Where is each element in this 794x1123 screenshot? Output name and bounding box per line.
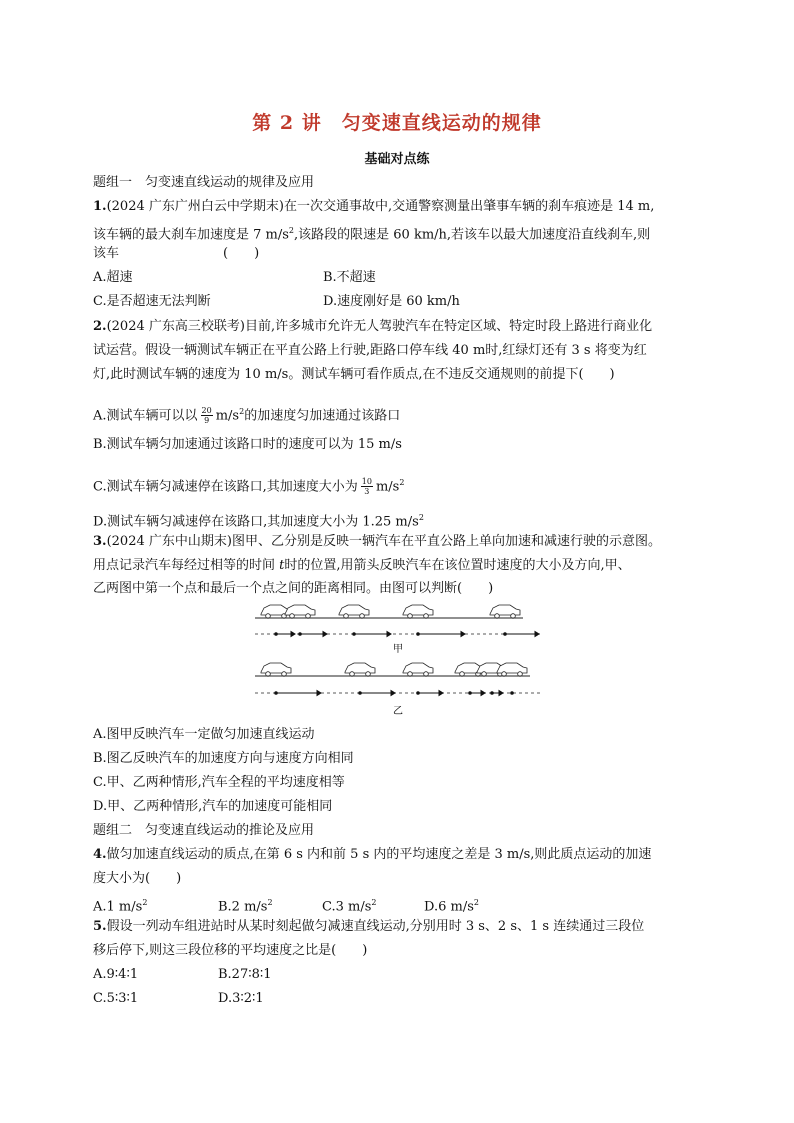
question-3-option-a: A.图甲反映汽车一定做匀加速直线运动 (93, 727, 315, 742)
question-5-options-row-1 (93, 966, 713, 984)
question-5-options-row-2 (93, 990, 713, 1008)
unit: m/s (375, 479, 400, 495)
option-d: D.3∶2∶1 (218, 991, 264, 1006)
fraction-denominator: 3 (364, 487, 370, 497)
question-3-option-d: D.甲、乙两种情形,汽车的加速度可能相同 (93, 799, 333, 814)
option-b: B.27∶8∶1 (218, 967, 272, 982)
option-text: C.3 m/s (322, 899, 372, 915)
question-3-line-2 (93, 557, 713, 575)
question-3-line-1 (93, 533, 713, 551)
option-text: A.测试车辆可以以 (93, 408, 198, 424)
option-b (218, 894, 273, 916)
question-4-line-2: 度大小为( ) (93, 871, 182, 886)
question-text: (2024 广东广州白云中学期末)在一次交通事故中,交通警察测量出肇事车辆的刹车痕迹是 14 m, (106, 199, 655, 214)
question-text: 该车辆的最大刹车加速度是 7 m/s (93, 227, 289, 243)
option-c: C.5∶3∶1 (93, 991, 139, 1006)
question-2-option-b: B.测试车辆匀加速通过该路口时的速度可以为 15 m/s (93, 437, 402, 452)
figure-label-jia: 甲 (393, 644, 403, 655)
superscript: 2 (371, 898, 377, 907)
figure-yi (255, 663, 540, 717)
question-text: 用点记录汽车每经过相等的时间 (93, 558, 280, 573)
superscript: 2 (239, 407, 245, 416)
superscript: 2 (267, 898, 273, 907)
option-a: A.9∶4∶1 (93, 967, 139, 982)
question-2-line-1 (93, 318, 713, 336)
option-text: B.2 m/s (218, 899, 268, 915)
variable-t: t (279, 558, 285, 573)
option-text: D.测试车辆匀减速停在该路口,其加速度大小为 1.25 m/s (93, 514, 419, 530)
question-number: 4. (93, 847, 107, 862)
option-d (424, 894, 479, 916)
question-number: 1. (93, 199, 107, 214)
car-icon (261, 663, 291, 676)
question-1-line-1 (93, 198, 713, 216)
question-text: 时的位置,用箭头反映汽车在该位置时速度的大小及方向,甲、 (284, 558, 631, 573)
question-2-line-3: 灯,此时测试车辆的速度为 10 m/s。测试车辆可看作质点,在不违反交通规则的前提下( ) (93, 367, 615, 382)
superscript: 2 (142, 898, 148, 907)
car-icon (403, 663, 433, 676)
question-2-line-2: 试运营。假设一辆测试车辆正在平直公路上行驶,距路口停车线 40 m时,红绿灯还有 3 s 将变为红 (93, 343, 647, 358)
fraction-numerator: 20 (201, 406, 212, 416)
question-1-line-3: 该车 ( ) (93, 246, 260, 261)
question-text: (2024 广东高三校联考)目前,许多城市允许无人驾驶汽车在特定区域、特定时段上路进行商业化 (106, 319, 653, 334)
question-2-option-d (93, 509, 713, 531)
superscript: 2 (288, 226, 295, 235)
question-1-options-row-2 (93, 293, 713, 311)
option-text: 的加速度匀加速通过该路口 (244, 408, 401, 424)
question-2-option-c (93, 474, 713, 496)
unit: m/s (215, 408, 240, 424)
option-b: B.不超速 (323, 270, 376, 285)
option-c (322, 894, 377, 916)
car-icon (339, 605, 369, 618)
fraction (201, 406, 213, 425)
option-text: A.1 m/s (93, 899, 143, 915)
question-5-line-2: 移后停下,则这三段位移的平均速度之比是( ) (93, 943, 368, 958)
fraction-denominator: 9 (204, 416, 210, 426)
section-subtitle: 基础对点练 (364, 152, 430, 167)
question-5-line-1 (93, 918, 713, 936)
question-text: 假设一列动车组进站时从某时刻起做匀减速直线运动,分别用时 3 s、2 s、1 s 连续通过三段位 (106, 919, 645, 934)
car-motion-figure (255, 598, 545, 720)
fraction (361, 477, 373, 496)
question-4-line-1 (93, 846, 713, 864)
car-icon (403, 605, 433, 618)
question-text: (2024 广东中山期末)图甲、乙分别是反映一辆汽车在平直公路上单向加速和减速行驶的示意图。 (106, 534, 661, 549)
question-text: ,该路段的限速是 60 km/h,若该车以最大加速度沿直线刹车,则 (294, 227, 651, 243)
option-d: D.速度刚好是 60 km/h (323, 294, 460, 309)
car-icon (497, 663, 527, 676)
question-3-option-b: B.图乙反映汽车的加速度方向与速度方向相同 (93, 751, 354, 766)
car-icon (345, 663, 375, 676)
question-text: 做匀加速直线运动的质点,在第 6 s 内和前 5 s 内的平均速度之差是 3 m/s,则此质点运动的加速 (106, 847, 652, 862)
question-1-line-2 (93, 222, 713, 244)
option-text: C.测试车辆匀减速停在该路口,其加速度大小为 (93, 479, 358, 495)
question-number: 2. (93, 319, 107, 334)
page-title: 第 2 讲 匀变速直线运动的规律 (252, 112, 542, 134)
option-c: C.是否超速无法判断 (93, 294, 211, 309)
question-3-option-c: C.甲、乙两种情形,汽车全程的平均速度相等 (93, 775, 345, 790)
question-number: 3. (93, 534, 107, 549)
question-2-option-a (93, 403, 713, 425)
group-heading-2: 题组二 匀变速直线运动的推论及应用 (93, 823, 315, 838)
question-number: 5. (93, 919, 107, 934)
fraction-numerator: 10 (361, 477, 372, 487)
option-a (93, 894, 147, 916)
figure-label-yi: 乙 (393, 706, 403, 717)
superscript: 2 (418, 513, 424, 522)
question-1-options-row-1 (93, 269, 713, 287)
figure-jia (255, 605, 540, 655)
option-a: A.超速 (93, 270, 133, 285)
option-text: D.6 m/s (424, 899, 474, 915)
superscript: 2 (473, 898, 479, 907)
superscript: 2 (399, 478, 405, 487)
group-heading-1: 题组一 匀变速直线运动的规律及应用 (93, 175, 315, 190)
car-icon (285, 605, 315, 618)
question-3-line-3: 乙两图中第一个点和最后一个点之间的距离相同。由图可以判断( ) (93, 581, 494, 596)
car-icon (490, 605, 520, 618)
